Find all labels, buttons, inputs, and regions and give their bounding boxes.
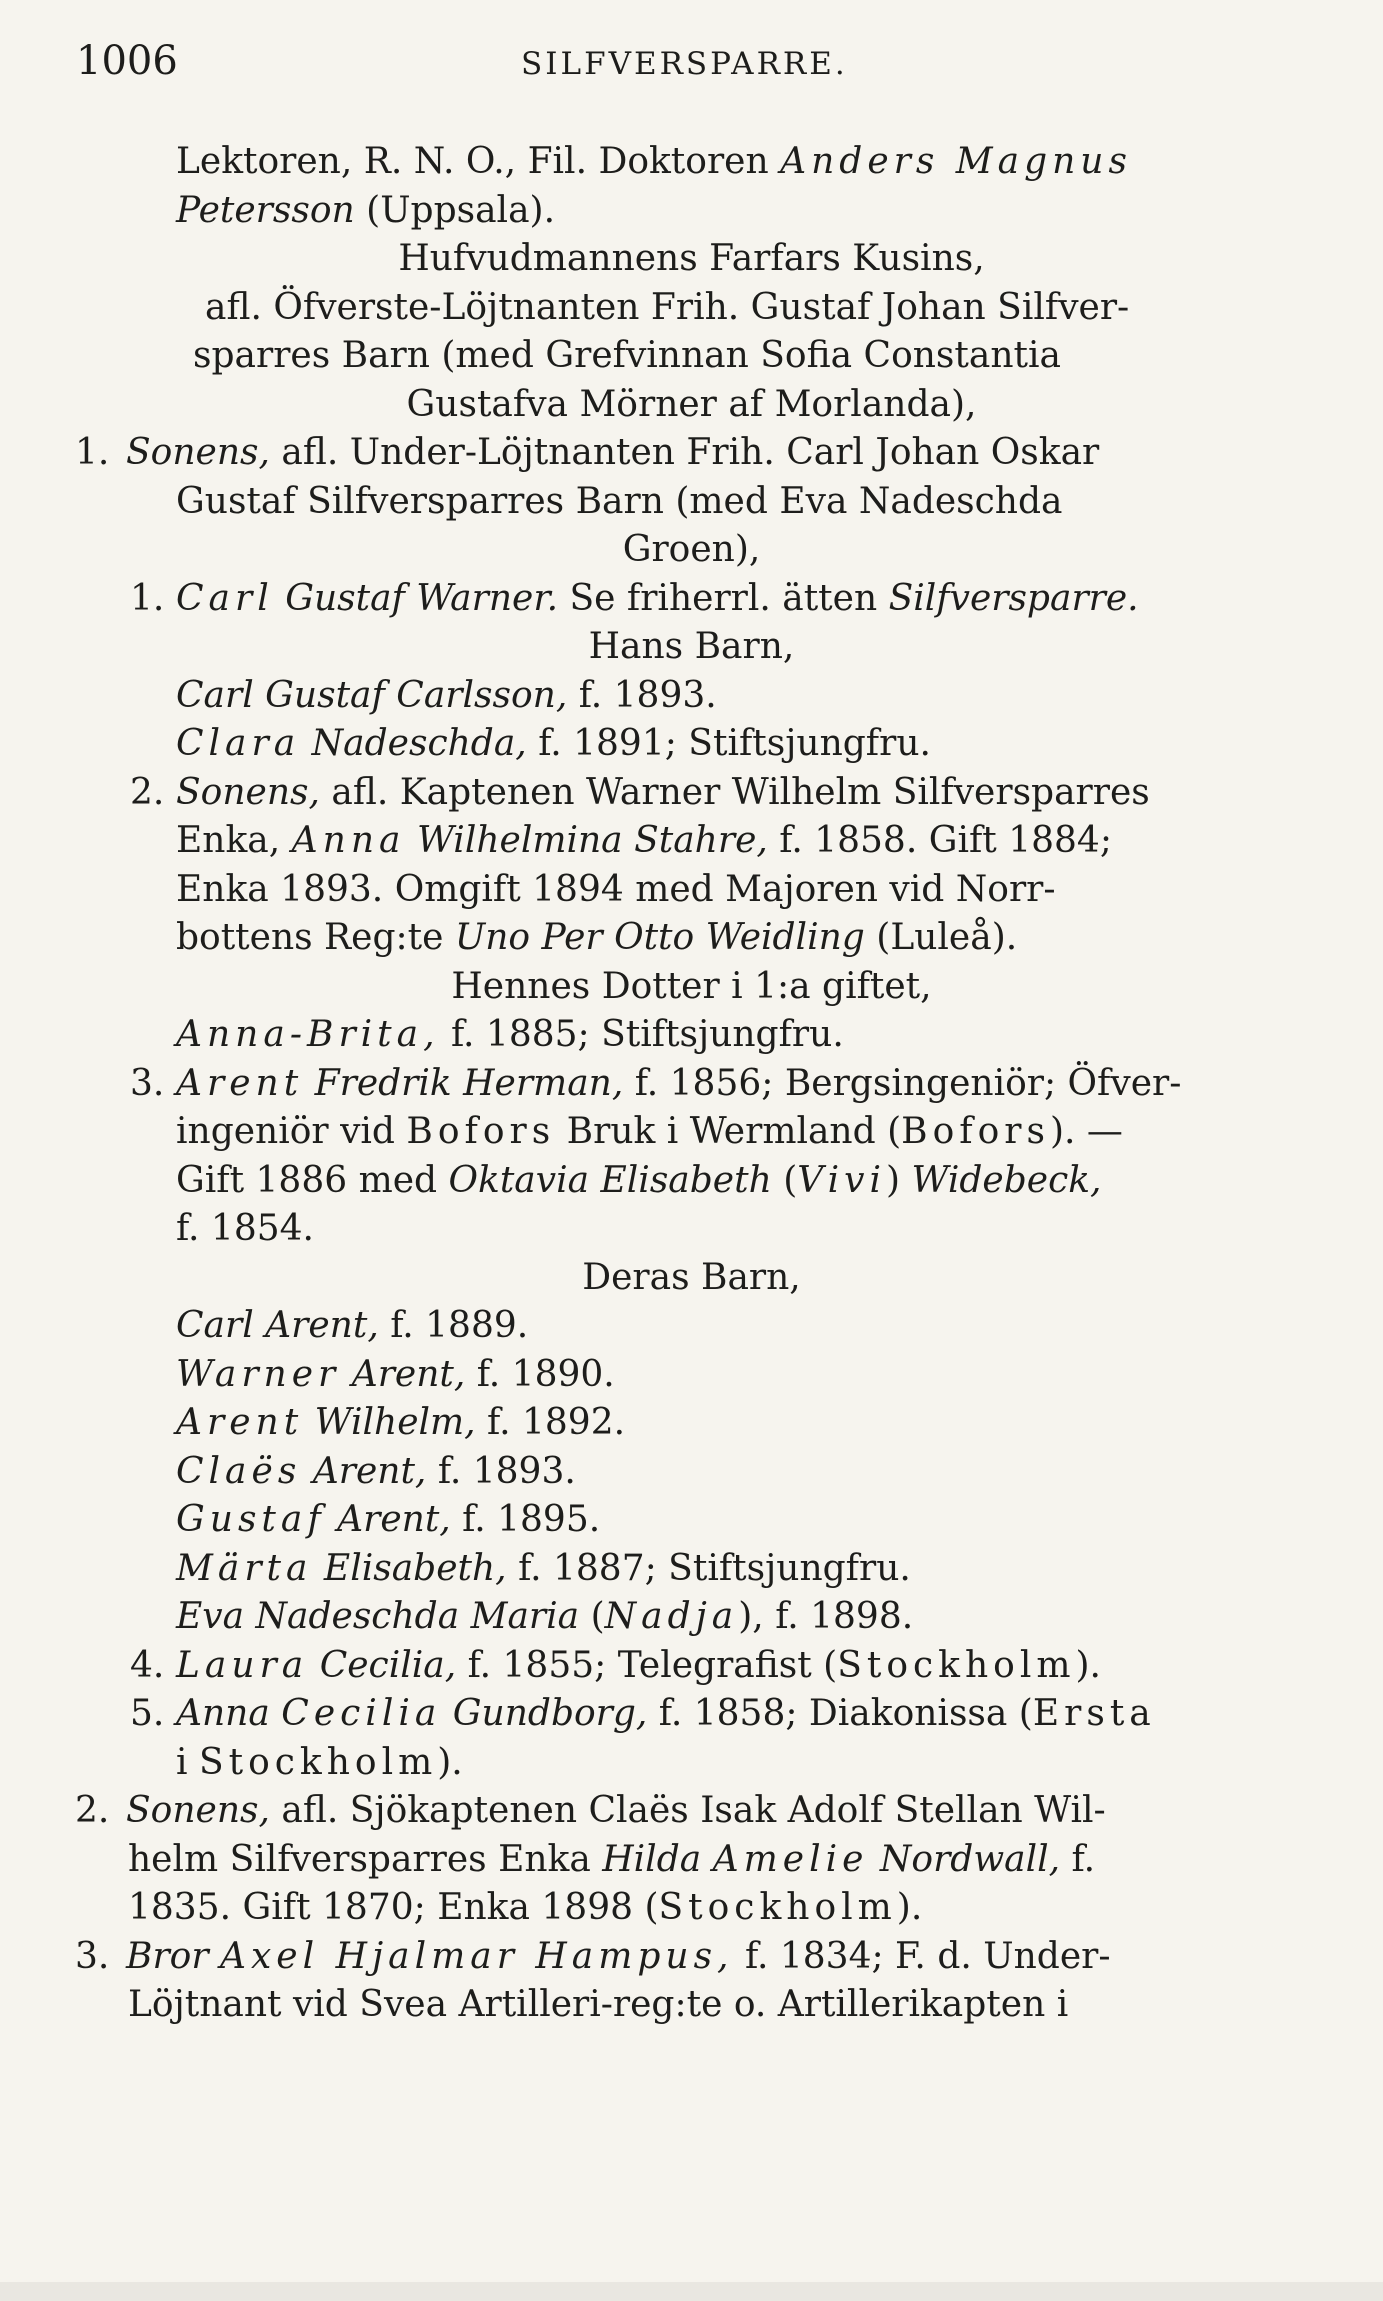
- text-run: Sonens,: [126, 432, 270, 473]
- text-line: [0, 1060, 1383, 1109]
- text-run: helm Silfversparres Enka: [128, 1838, 603, 1880]
- text-line: [0, 1739, 1383, 1788]
- text-line: [0, 1545, 1383, 1594]
- text-run: Gustafva Mörner af Morlanda),: [406, 383, 977, 425]
- text-run: ), f. 1898.: [738, 1596, 914, 1637]
- text-line: [0, 187, 1383, 236]
- text-run: Warner: [176, 1353, 341, 1395]
- text-line: [0, 235, 1383, 284]
- text-run: [303, 1063, 314, 1104]
- text-run: Wilhelmina Stahre,: [416, 820, 768, 861]
- text-run: ).: [437, 1741, 463, 1783]
- text-run: f. 1834; F. d. Under-: [733, 1935, 1111, 1977]
- entry-number: 5.: [130, 1693, 165, 1734]
- entry-number: 2.: [75, 1790, 110, 1831]
- text-run: ingeniör vid: [176, 1111, 407, 1152]
- text-run: Groen),: [622, 529, 761, 570]
- text-run: [300, 723, 311, 764]
- text-line: [0, 575, 1383, 624]
- text-run: Nadeschda,: [311, 723, 527, 764]
- text-run: Fredrik Herman,: [314, 1062, 624, 1104]
- page-number: 1006: [76, 38, 178, 84]
- text-run: [308, 1645, 319, 1686]
- text-run: f. 1892.: [475, 1402, 626, 1443]
- text-run: [405, 820, 416, 861]
- text-line: [0, 381, 1383, 430]
- text-line: [0, 1933, 1383, 1982]
- page-header: [76, 38, 1323, 88]
- text-run: f. 1858; Diakonissa (: [647, 1693, 1033, 1734]
- text-run: Claës: [176, 1450, 302, 1492]
- text-run: Gustaf: [176, 1499, 326, 1540]
- text-run: Wilhelm,: [314, 1402, 476, 1443]
- text-run: Petersson: [176, 189, 355, 231]
- text-line: [0, 1884, 1383, 1933]
- text-run: 1835. Gift 1870; Enka 1898 (: [128, 1887, 659, 1928]
- text-line: [0, 817, 1383, 866]
- text-run: f.: [1060, 1838, 1096, 1880]
- text-line: [0, 1787, 1383, 1836]
- text-line: [0, 1157, 1383, 1206]
- text-run: Märta: [176, 1547, 313, 1589]
- text-run: [270, 1693, 281, 1734]
- text-run: Anna: [291, 820, 406, 861]
- text-run: Carl Gustaf Carlsson,: [176, 674, 568, 716]
- text-run: f. 1858. Gift 1884;: [767, 820, 1112, 861]
- text-run: Arent: [176, 1062, 304, 1104]
- text-line: [0, 1448, 1383, 1497]
- text-run: [301, 1451, 312, 1492]
- text-run: afl. Kaptenen Warner Wilhelm Silfversparres: [319, 771, 1150, 813]
- text-line: [0, 526, 1383, 575]
- text-run: (Luleå).: [864, 917, 1018, 958]
- text-line: [0, 138, 1383, 187]
- text-run: ).: [896, 1887, 923, 1928]
- text-run: f. 1856; Bergsingeniör; Öfver-: [623, 1062, 1182, 1104]
- text-run: Gustaf Warner.: [285, 577, 559, 619]
- text-run: Hufvudmannens Farfars Kusins,: [398, 238, 985, 279]
- text-run: Bofors: [901, 1111, 1050, 1152]
- text-run: (Uppsala).: [354, 189, 556, 231]
- text-run: [340, 1354, 351, 1395]
- running-head: SILFVERSPARRE.: [521, 46, 848, 82]
- text-line: [0, 429, 1383, 478]
- text-line: [0, 1302, 1383, 1351]
- text-line: [0, 1496, 1383, 1545]
- entry-number: 1.: [75, 432, 110, 473]
- text-line: [0, 672, 1383, 721]
- text-run: Hennes Dotter i 1:a giftet,: [451, 965, 932, 1007]
- text-run: f. 1855; Telegrafist (: [456, 1644, 838, 1686]
- text-run: Lektoren, R. N. O., Fil. Doktoren: [176, 141, 781, 182]
- text-line: [0, 478, 1383, 527]
- text-line: [0, 1836, 1383, 1885]
- text-run: bottens Reg:te: [176, 917, 455, 958]
- text-run: Stockholm: [658, 1887, 897, 1928]
- entry-number: 3.: [130, 1062, 165, 1104]
- text-run: Elisabeth,: [323, 1547, 507, 1589]
- text-run: Laura: [176, 1644, 309, 1686]
- text-run: Cecilia,: [319, 1644, 457, 1686]
- text-run: f. 1887; Stiftsjungfru.: [506, 1547, 911, 1589]
- text-run: Nadja: [604, 1596, 739, 1637]
- text-line: [0, 1399, 1383, 1448]
- text-run: Arent,: [337, 1499, 451, 1540]
- text-line: [0, 1254, 1383, 1303]
- text-run: [209, 1936, 220, 1977]
- text-run: [701, 1839, 712, 1880]
- text-run: Anna-Brita,: [176, 1014, 440, 1055]
- text-line: [0, 720, 1383, 769]
- text-run: f. 1885; Stiftsjungfru.: [439, 1014, 844, 1055]
- text-run: Deras Barn,: [582, 1256, 801, 1298]
- entry-number: 1.: [130, 577, 165, 619]
- text-line: [0, 769, 1383, 818]
- text-run: Gustaf Silfversparres Barn (med Eva Nadeschda: [176, 480, 1063, 522]
- text-run: Clara: [176, 723, 301, 764]
- text-line: [0, 1351, 1383, 1400]
- text-run: Stockholm: [198, 1741, 438, 1783]
- text-run: Amelie: [712, 1838, 869, 1880]
- text-run: f. 1890.: [465, 1353, 615, 1395]
- text-run: f. 1895.: [450, 1499, 601, 1540]
- text-line: [0, 1690, 1383, 1739]
- text-run: [274, 578, 285, 619]
- text-line: [0, 1205, 1383, 1254]
- entry-number: 3.: [75, 1935, 110, 1977]
- text-run: Se friherrl. ätten: [558, 577, 889, 619]
- text-run: Sonens,: [176, 771, 320, 813]
- text-run: Gift 1886 med: [176, 1159, 449, 1201]
- text-run: Hilda: [602, 1838, 702, 1880]
- text-run: Gundborg,: [452, 1693, 648, 1734]
- text-line: [0, 1981, 1383, 2030]
- text-run: afl. Sjökaptenen Claës Isak Adolf Stellan Wil-: [269, 1790, 1106, 1831]
- text-run: i: [176, 1741, 199, 1783]
- text-run: (: [771, 1159, 798, 1201]
- text-run: Carl: [176, 577, 274, 619]
- text-run: Ersta: [1032, 1693, 1156, 1734]
- entry-number: 4.: [130, 1644, 165, 1686]
- text-run: f. 1893.: [567, 674, 717, 716]
- text-run: [868, 1839, 879, 1880]
- text-run: Anders Magnus: [780, 141, 1132, 182]
- text-line: [0, 914, 1383, 963]
- text-line: [0, 1593, 1383, 1642]
- text-run: [441, 1693, 452, 1734]
- text-run: Bruk i Wermland (: [555, 1111, 902, 1152]
- text-line: [0, 866, 1383, 915]
- text-run: f. 1854.: [176, 1208, 314, 1249]
- text-run: Widebeck,: [911, 1159, 1102, 1201]
- text-run: afl. Under-Löjtnanten Frih. Carl Johan Oskar: [269, 432, 1100, 473]
- text-run: [303, 1402, 314, 1443]
- text-run: f. 1891; Stiftsjungfru.: [526, 723, 931, 764]
- text-run: f. 1889.: [378, 1305, 529, 1346]
- text-run: [326, 1499, 337, 1540]
- text-run: Arent,: [351, 1353, 466, 1395]
- text-run: Hans Barn,: [588, 626, 795, 667]
- text-run: Sonens,: [126, 1790, 270, 1831]
- text-line: [0, 332, 1383, 381]
- scan-edge: [0, 2282, 1383, 2301]
- text-run: Stockholm: [837, 1644, 1076, 1686]
- text-run: Anna: [176, 1693, 270, 1734]
- text-run: Nordwall,: [879, 1838, 1061, 1880]
- text-run: Enka 1893. Omgift 1894 med Majoren vid Norr-: [176, 868, 1056, 910]
- page-body: [0, 138, 1383, 2030]
- text-run: Silfversparre.: [888, 577, 1139, 619]
- text-run: sparres Barn (med Grefvinnan Sofia Constantia: [193, 335, 1061, 376]
- entry-number: 2.: [130, 771, 165, 813]
- text-run: ): [886, 1159, 912, 1201]
- text-run: Löjtnant vid Svea Artilleri-reg:te o. Artillerikapten i: [128, 1984, 1069, 2025]
- text-run: Arent: [176, 1402, 304, 1443]
- text-run: ). —: [1049, 1111, 1123, 1152]
- text-run: afl. Öfverste-Löjtnanten Frih. Gustaf Johan Silfver-: [205, 286, 1130, 328]
- text-line: [0, 1108, 1383, 1157]
- text-run: Cecilia: [281, 1693, 442, 1734]
- text-run: [312, 1548, 323, 1589]
- text-run: Bror: [126, 1935, 209, 1977]
- text-line: [0, 623, 1383, 672]
- text-run: Uno Per Otto Weidling: [454, 917, 865, 958]
- text-run: Eva Nadeschda Maria: [176, 1596, 580, 1637]
- text-run: Axel Hjalmar Hampus,: [220, 1935, 734, 1977]
- text-line: [0, 963, 1383, 1012]
- text-run: Oktavia Elisabeth: [448, 1159, 772, 1201]
- text-line: [0, 284, 1383, 333]
- text-run: (: [579, 1596, 605, 1637]
- text-run: Enka,: [176, 820, 292, 861]
- text-run: Vivi: [797, 1159, 886, 1201]
- text-line: [0, 1011, 1383, 1060]
- text-run: ).: [1075, 1644, 1102, 1686]
- text-run: Carl Arent,: [176, 1305, 379, 1346]
- text-run: Arent,: [312, 1450, 427, 1492]
- text-run: Bofors: [406, 1111, 556, 1152]
- text-line: [0, 1642, 1383, 1691]
- text-run: f. 1893.: [426, 1450, 576, 1492]
